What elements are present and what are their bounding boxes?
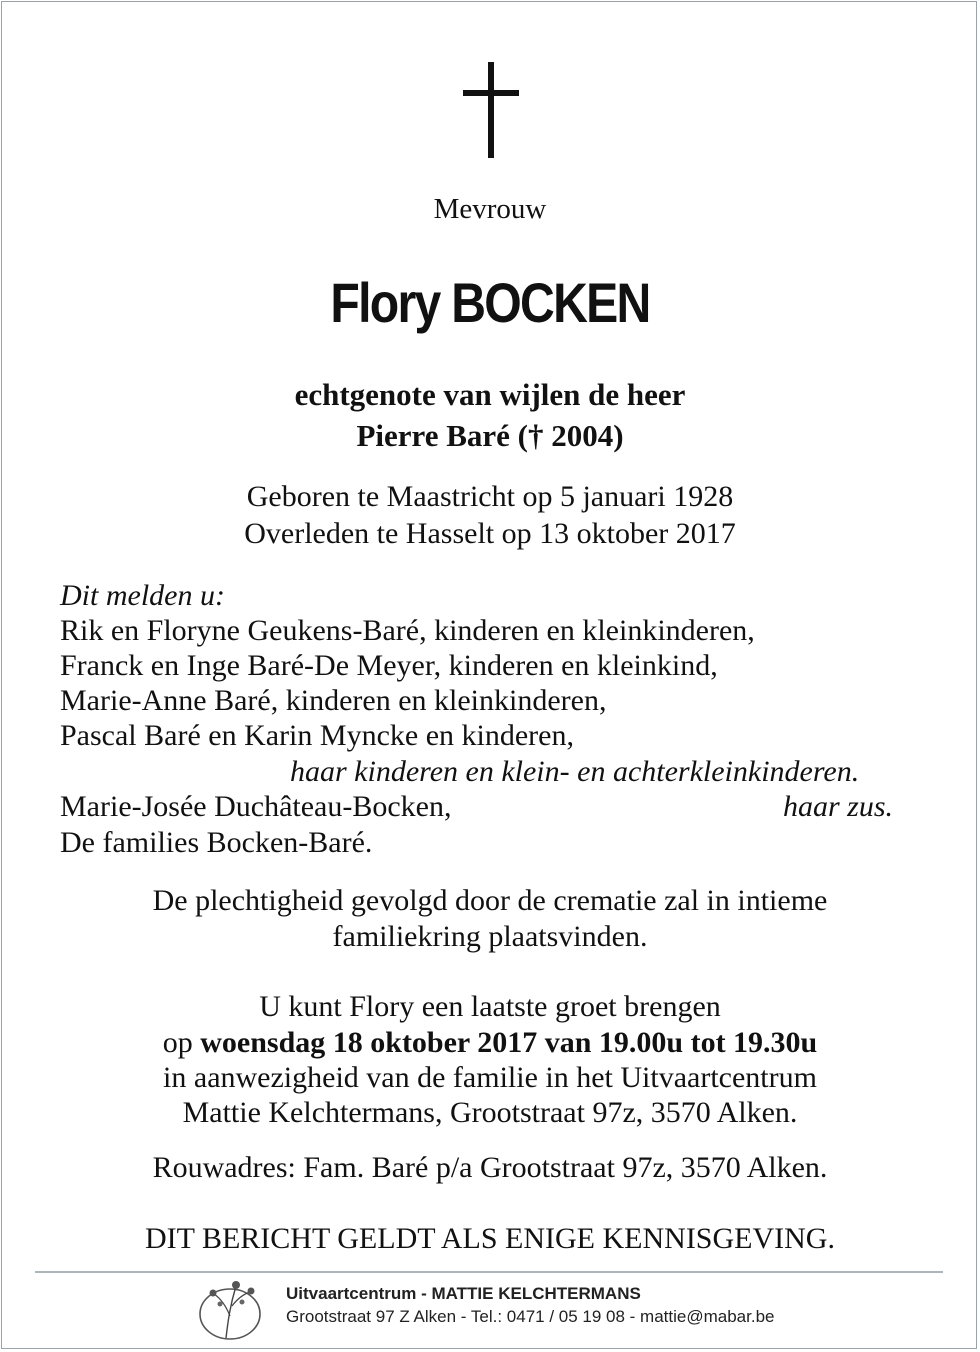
birth-line: Geboren te Maastricht op 5 januari 1928 <box>246 480 734 513</box>
visitation-line-3: in aanwezigheid van de familie in het Uitvaartcentrum <box>163 1061 817 1094</box>
notice-line: DIT BERICHT GELDT ALS ENIGE KENNISGEVING. <box>145 1222 835 1255</box>
relation-line-2: Pierre Baré († 2004) <box>356 418 624 453</box>
family-intro: Dit melden u: <box>60 579 225 612</box>
cross-icon <box>488 62 494 158</box>
ceremony-line-1: De plechtigheid gevolgd door de crematie zal in intieme <box>152 884 828 917</box>
family-line-6: De families Bocken-Baré. <box>60 826 373 859</box>
visitation-line-1: U kunt Flory een laatste groet brengen <box>259 990 721 1023</box>
family-note-2: haar zus. <box>783 790 894 823</box>
visitation-datetime: woensdag 18 oktober 2017 van 19.00u tot 19.30u <box>200 1026 818 1059</box>
funeral-home-logo-icon <box>196 1276 268 1342</box>
family-line-1: Rik en Floryne Geukens-Baré, kinderen en kleinkinderen, <box>60 614 755 647</box>
mourning-address: Rouwadres: Fam. Baré p/a Grootstraat 97z, 3570 Alken. <box>152 1151 828 1184</box>
footer-divider <box>35 1271 943 1273</box>
visitation-op: op <box>162 1026 193 1059</box>
deceased-name: Flory BOCKEN <box>330 271 650 334</box>
family-line-4: Pascal Baré en Karin Myncke en kinderen, <box>60 719 574 752</box>
family-line-5: Marie-Josée Duchâteau-Bocken, <box>60 790 452 823</box>
family-line-2: Franck en Inge Baré-De Meyer, kinderen en kleinkind, <box>60 649 718 682</box>
title-prefix: Mevrouw <box>433 193 547 225</box>
visitation-line-2 <box>0 1026 980 1060</box>
visitation-line-4: Mattie Kelchtermans, Grootstraat 97z, 3570 Alken. <box>182 1096 798 1129</box>
footer-contact: Grootstraat 97 Z Alken - Tel.: 0471 / 05 19 08 - mattie@mabar.be <box>286 1307 775 1326</box>
relation-line-1: echtgenote van wijlen de heer <box>294 377 686 412</box>
death-line: Overleden te Hasselt op 13 oktober 2017 <box>244 517 736 550</box>
footer-company: Uitvaartcentrum - MATTIE KELCHTERMANS <box>286 1284 641 1303</box>
family-line-3: Marie-Anne Baré, kinderen en kleinkinderen, <box>60 684 607 717</box>
family-note-1: haar kinderen en klein- en achterkleinkinderen. <box>290 755 860 788</box>
ceremony-line-2: familiekring plaatsvinden. <box>332 920 648 953</box>
